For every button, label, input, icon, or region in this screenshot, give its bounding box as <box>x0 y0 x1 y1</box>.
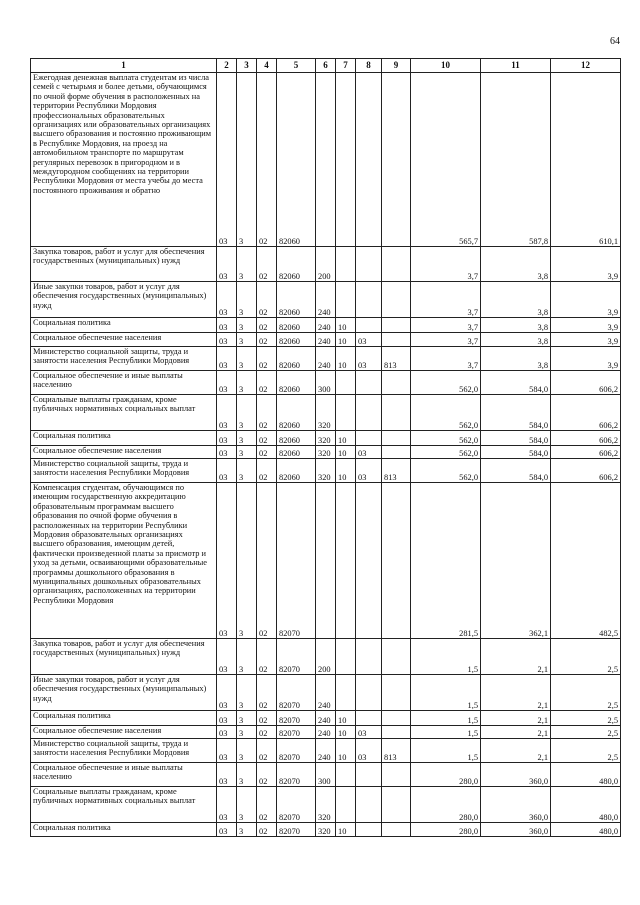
code-direction-cell: 82070 <box>277 639 316 675</box>
code-ministry-cell <box>382 395 411 431</box>
code-subprogram-cell: 3 <box>237 763 257 787</box>
code-expense-type-cell: 320 <box>316 395 336 431</box>
amount-year-3-cell: 2,5 <box>551 739 621 763</box>
amount-year-3-cell: 482,5 <box>551 483 621 639</box>
item-name-cell: Социальные выплаты гражданам, кроме публичных нормативных социальных выплат <box>31 787 217 823</box>
code-main-event-cell: 02 <box>257 675 277 711</box>
amount-year-2-cell: 3,8 <box>481 282 551 318</box>
code-subsection-cell <box>356 73 382 247</box>
amount-year-1-cell: 562,0 <box>411 431 481 446</box>
code-expense-type-cell: 320 <box>316 459 336 483</box>
code-subprogram-cell: 3 <box>237 639 257 675</box>
column-header: 1 <box>31 59 217 73</box>
column-header: 6 <box>316 59 336 73</box>
amount-year-3-cell: 2,5 <box>551 726 621 739</box>
amount-year-2-cell: 2,1 <box>481 639 551 675</box>
code-gp-cell: 03 <box>217 711 237 726</box>
code-expense-type-cell: 240 <box>316 711 336 726</box>
code-direction-cell: 82060 <box>277 318 316 333</box>
code-subsection-cell <box>356 282 382 318</box>
code-subsection-cell <box>356 639 382 675</box>
code-section-cell <box>336 73 356 247</box>
item-name-cell: Компенсация студентам, обучающимся по имеющим государственную аккредитацию образовательным программам высшего образования по очной форме обучения в расположенных на территории Республики Мордовия образовательных организациях высшего образования, имеющим детей, фактически произведенной платы за присмотр и уход за детьми, осваивающими образовательные программы дошкольного образования в муниципальных дошкольных образовательных организациях, расположенных на территории Республики Мордовия <box>31 483 217 639</box>
column-header: 9 <box>382 59 411 73</box>
column-header: 10 <box>411 59 481 73</box>
amount-year-3-cell: 480,0 <box>551 787 621 823</box>
amount-year-3-cell: 3,9 <box>551 333 621 347</box>
amount-year-1-cell: 1,5 <box>411 739 481 763</box>
code-subprogram-cell: 3 <box>237 73 257 247</box>
amount-year-3-cell: 2,5 <box>551 639 621 675</box>
code-ministry-cell <box>382 639 411 675</box>
code-subprogram-cell: 3 <box>237 247 257 282</box>
amount-year-1-cell: 280,0 <box>411 763 481 787</box>
table-row <box>31 347 621 371</box>
column-header: 3 <box>237 59 257 73</box>
code-subprogram-cell: 3 <box>237 459 257 483</box>
item-name-cell: Социальное обеспечение населения <box>31 446 217 459</box>
code-ministry-cell <box>382 711 411 726</box>
code-subsection-cell: 03 <box>356 739 382 763</box>
code-gp-cell: 03 <box>217 823 237 837</box>
code-main-event-cell: 02 <box>257 247 277 282</box>
code-expense-type-cell: 320 <box>316 431 336 446</box>
code-main-event-cell: 02 <box>257 395 277 431</box>
code-subsection-cell: 03 <box>356 446 382 459</box>
code-main-event-cell: 02 <box>257 347 277 371</box>
code-main-event-cell: 02 <box>257 73 277 247</box>
column-header: 7 <box>336 59 356 73</box>
amount-year-1-cell: 565,7 <box>411 73 481 247</box>
amount-year-3-cell: 480,0 <box>551 823 621 837</box>
code-main-event-cell: 02 <box>257 483 277 639</box>
code-main-event-cell: 02 <box>257 282 277 318</box>
amount-year-1-cell: 3,7 <box>411 247 481 282</box>
code-direction-cell: 82070 <box>277 739 316 763</box>
code-ministry-cell <box>382 823 411 837</box>
code-section-cell: 10 <box>336 318 356 333</box>
amount-year-2-cell: 584,0 <box>481 446 551 459</box>
code-subprogram-cell: 3 <box>237 395 257 431</box>
code-subsection-cell <box>356 675 382 711</box>
code-direction-cell: 82070 <box>277 675 316 711</box>
code-gp-cell: 03 <box>217 763 237 787</box>
code-section-cell <box>336 247 356 282</box>
code-section-cell <box>336 675 356 711</box>
column-header: 4 <box>257 59 277 73</box>
amount-year-1-cell: 3,7 <box>411 333 481 347</box>
amount-year-3-cell: 606,2 <box>551 446 621 459</box>
code-gp-cell: 03 <box>217 459 237 483</box>
amount-year-2-cell: 3,8 <box>481 247 551 282</box>
code-gp-cell: 03 <box>217 675 237 711</box>
code-direction-cell: 82060 <box>277 371 316 395</box>
amount-year-2-cell: 3,8 <box>481 347 551 371</box>
code-ministry-cell <box>382 675 411 711</box>
amount-year-2-cell: 584,0 <box>481 395 551 431</box>
item-name-cell: Социальная политика <box>31 318 217 333</box>
code-subsection-cell <box>356 787 382 823</box>
amount-year-3-cell: 606,2 <box>551 371 621 395</box>
budget-table <box>30 58 621 837</box>
item-name-cell: Социальные выплаты гражданам, кроме публичных нормативных социальных выплат <box>31 395 217 431</box>
code-ministry-cell <box>382 371 411 395</box>
code-subprogram-cell: 3 <box>237 711 257 726</box>
code-gp-cell: 03 <box>217 318 237 333</box>
item-name-cell: Социальное обеспечение и иные выплаты населению <box>31 763 217 787</box>
code-main-event-cell: 02 <box>257 446 277 459</box>
code-section-cell: 10 <box>336 459 356 483</box>
code-main-event-cell: 02 <box>257 739 277 763</box>
code-subsection-cell <box>356 247 382 282</box>
code-main-event-cell: 02 <box>257 318 277 333</box>
table-row <box>31 739 621 763</box>
amount-year-1-cell: 562,0 <box>411 446 481 459</box>
table-row <box>31 371 621 395</box>
code-subsection-cell <box>356 823 382 837</box>
code-expense-type-cell: 240 <box>316 675 336 711</box>
code-section-cell: 10 <box>336 739 356 763</box>
column-header: 12 <box>551 59 621 73</box>
code-direction-cell: 82060 <box>277 431 316 446</box>
code-subprogram-cell: 3 <box>237 675 257 711</box>
code-direction-cell: 82070 <box>277 787 316 823</box>
amount-year-3-cell: 610,1 <box>551 73 621 247</box>
amount-year-3-cell: 3,9 <box>551 247 621 282</box>
code-subsection-cell <box>356 763 382 787</box>
code-gp-cell: 03 <box>217 371 237 395</box>
table-row <box>31 282 621 318</box>
table-row <box>31 726 621 739</box>
code-expense-type-cell: 240 <box>316 726 336 739</box>
table-row <box>31 763 621 787</box>
code-direction-cell: 82060 <box>277 73 316 247</box>
table-row <box>31 787 621 823</box>
code-expense-type-cell <box>316 483 336 639</box>
item-name-cell: Министерство социальной защиты, труда и занятости населения Республики Мордовия <box>31 347 217 371</box>
amount-year-2-cell: 584,0 <box>481 459 551 483</box>
item-name-cell: Социальное обеспечение и иные выплаты населению <box>31 371 217 395</box>
table-row <box>31 823 621 837</box>
code-subprogram-cell: 3 <box>237 318 257 333</box>
code-section-cell <box>336 639 356 675</box>
code-expense-type-cell: 320 <box>316 787 336 823</box>
item-name-cell: Иные закупки товаров, работ и услуг для обеспечения государственных (муниципальных) нужд <box>31 282 217 318</box>
item-name-cell: Социальная политика <box>31 711 217 726</box>
code-expense-type-cell: 300 <box>316 763 336 787</box>
code-gp-cell: 03 <box>217 639 237 675</box>
item-name-cell: Министерство социальной защиты, труда и занятости населения Республики Мордовия <box>31 459 217 483</box>
code-subsection-cell: 03 <box>356 347 382 371</box>
code-gp-cell: 03 <box>217 739 237 763</box>
code-direction-cell: 82060 <box>277 247 316 282</box>
code-main-event-cell: 02 <box>257 371 277 395</box>
item-name-cell: Ежегодная денежная выплата студентам из числа семей с четырьмя и более детьми, обучающимся по очной форме обучения в расположенных на территории Республики Мордовия профессиональных образовательных организациях или образовательных организациях высшего образования и постоянно проживающим в Республике Мордовия, на проезд на автомобильном транспорте по маршрутам регулярных перевозок в пригородном и в междугородном сообщениях на территории Республики Мордовия от места учебы до места постоянного проживания и обратно <box>31 73 217 247</box>
code-gp-cell: 03 <box>217 282 237 318</box>
amount-year-3-cell: 606,2 <box>551 459 621 483</box>
code-ministry-cell <box>382 446 411 459</box>
amount-year-1-cell: 1,5 <box>411 711 481 726</box>
code-gp-cell: 03 <box>217 347 237 371</box>
code-subprogram-cell: 3 <box>237 787 257 823</box>
code-main-event-cell: 02 <box>257 726 277 739</box>
code-subprogram-cell: 3 <box>237 739 257 763</box>
code-direction-cell: 82060 <box>277 395 316 431</box>
code-subsection-cell: 03 <box>356 333 382 347</box>
code-ministry-cell <box>382 483 411 639</box>
amount-year-3-cell: 3,9 <box>551 347 621 371</box>
table-row <box>31 675 621 711</box>
amount-year-3-cell: 480,0 <box>551 763 621 787</box>
code-subprogram-cell: 3 <box>237 347 257 371</box>
code-gp-cell: 03 <box>217 73 237 247</box>
amount-year-2-cell: 2,1 <box>481 675 551 711</box>
code-ministry-cell <box>382 318 411 333</box>
amount-year-2-cell: 360,0 <box>481 787 551 823</box>
code-subsection-cell <box>356 318 382 333</box>
code-expense-type-cell: 240 <box>316 347 336 371</box>
item-name-cell: Иные закупки товаров, работ и услуг для обеспечения государственных (муниципальных) нужд <box>31 675 217 711</box>
code-direction-cell: 82060 <box>277 282 316 318</box>
code-gp-cell: 03 <box>217 726 237 739</box>
code-subsection-cell <box>356 371 382 395</box>
code-section-cell: 10 <box>336 823 356 837</box>
code-section-cell: 10 <box>336 726 356 739</box>
table-row <box>31 318 621 333</box>
code-direction-cell: 82070 <box>277 711 316 726</box>
amount-year-3-cell: 3,9 <box>551 282 621 318</box>
code-direction-cell: 82060 <box>277 459 316 483</box>
item-name-cell: Социальная политика <box>31 823 217 837</box>
code-section-cell <box>336 763 356 787</box>
code-expense-type-cell: 240 <box>316 333 336 347</box>
code-ministry-cell <box>382 282 411 318</box>
table-row <box>31 247 621 282</box>
amount-year-2-cell: 360,0 <box>481 823 551 837</box>
amount-year-2-cell: 584,0 <box>481 371 551 395</box>
code-expense-type-cell: 320 <box>316 446 336 459</box>
code-section-cell <box>336 395 356 431</box>
table-row <box>31 446 621 459</box>
amount-year-1-cell: 1,5 <box>411 726 481 739</box>
amount-year-3-cell: 2,5 <box>551 711 621 726</box>
code-ministry-cell <box>382 431 411 446</box>
item-name-cell: Министерство социальной защиты, труда и занятости населения Республики Мордовия <box>31 739 217 763</box>
code-ministry-cell: 813 <box>382 739 411 763</box>
page-number: 64 <box>610 36 620 47</box>
code-ministry-cell <box>382 726 411 739</box>
column-header: 8 <box>356 59 382 73</box>
code-main-event-cell: 02 <box>257 431 277 446</box>
code-gp-cell: 03 <box>217 431 237 446</box>
code-expense-type-cell: 240 <box>316 318 336 333</box>
code-subprogram-cell: 3 <box>237 446 257 459</box>
code-section-cell: 10 <box>336 347 356 371</box>
table-row <box>31 459 621 483</box>
amount-year-1-cell: 562,0 <box>411 395 481 431</box>
code-expense-type-cell: 240 <box>316 739 336 763</box>
code-direction-cell: 82070 <box>277 763 316 787</box>
table-row <box>31 711 621 726</box>
code-direction-cell: 82070 <box>277 823 316 837</box>
amount-year-2-cell: 584,0 <box>481 431 551 446</box>
amount-year-1-cell: 1,5 <box>411 639 481 675</box>
amount-year-2-cell: 2,1 <box>481 739 551 763</box>
column-header: 2 <box>217 59 237 73</box>
amount-year-2-cell: 362,1 <box>481 483 551 639</box>
code-ministry-cell <box>382 333 411 347</box>
item-name-cell: Социальное обеспечение населения <box>31 726 217 739</box>
code-section-cell: 10 <box>336 711 356 726</box>
amount-year-1-cell: 280,0 <box>411 823 481 837</box>
amount-year-3-cell: 3,9 <box>551 318 621 333</box>
code-ministry-cell: 813 <box>382 347 411 371</box>
code-subprogram-cell: 3 <box>237 483 257 639</box>
table-row <box>31 431 621 446</box>
amount-year-1-cell: 3,7 <box>411 282 481 318</box>
amount-year-2-cell: 3,8 <box>481 318 551 333</box>
code-direction-cell: 82070 <box>277 483 316 639</box>
amount-year-2-cell: 2,1 <box>481 711 551 726</box>
code-main-event-cell: 02 <box>257 459 277 483</box>
column-header: 5 <box>277 59 316 73</box>
amount-year-2-cell: 587,8 <box>481 73 551 247</box>
item-name-cell: Социальная политика <box>31 431 217 446</box>
code-main-event-cell: 02 <box>257 333 277 347</box>
item-name-cell: Закупка товаров, работ и услуг для обеспечения государственных (муниципальных) нужд <box>31 639 217 675</box>
table-row <box>31 395 621 431</box>
code-direction-cell: 82060 <box>277 347 316 371</box>
code-main-event-cell: 02 <box>257 639 277 675</box>
code-subsection-cell <box>356 395 382 431</box>
code-expense-type-cell: 200 <box>316 639 336 675</box>
amount-year-1-cell: 3,7 <box>411 318 481 333</box>
code-gp-cell: 03 <box>217 787 237 823</box>
table-row <box>31 639 621 675</box>
code-subprogram-cell: 3 <box>237 282 257 318</box>
code-gp-cell: 03 <box>217 333 237 347</box>
code-ministry-cell <box>382 787 411 823</box>
amount-year-1-cell: 1,5 <box>411 675 481 711</box>
code-main-event-cell: 02 <box>257 787 277 823</box>
code-main-event-cell: 02 <box>257 823 277 837</box>
code-gp-cell: 03 <box>217 395 237 431</box>
table-header-row <box>31 59 621 73</box>
code-direction-cell: 82060 <box>277 333 316 347</box>
code-direction-cell: 82070 <box>277 726 316 739</box>
code-section-cell <box>336 787 356 823</box>
amount-year-1-cell: 281,5 <box>411 483 481 639</box>
amount-year-2-cell: 3,8 <box>481 333 551 347</box>
code-subsection-cell <box>356 431 382 446</box>
code-section-cell <box>336 371 356 395</box>
code-section-cell: 10 <box>336 333 356 347</box>
code-gp-cell: 03 <box>217 446 237 459</box>
code-section-cell: 10 <box>336 431 356 446</box>
code-gp-cell: 03 <box>217 483 237 639</box>
code-expense-type-cell: 320 <box>316 823 336 837</box>
amount-year-1-cell: 562,0 <box>411 371 481 395</box>
code-subprogram-cell: 3 <box>237 823 257 837</box>
code-main-event-cell: 02 <box>257 763 277 787</box>
code-section-cell: 10 <box>336 446 356 459</box>
table-row <box>31 73 621 247</box>
code-ministry-cell <box>382 247 411 282</box>
code-subsection-cell: 03 <box>356 459 382 483</box>
column-header: 11 <box>481 59 551 73</box>
code-ministry-cell <box>382 763 411 787</box>
table-row <box>31 483 621 639</box>
code-section-cell <box>336 282 356 318</box>
amount-year-1-cell: 280,0 <box>411 787 481 823</box>
code-direction-cell: 82060 <box>277 446 316 459</box>
amount-year-2-cell: 360,0 <box>481 763 551 787</box>
code-subprogram-cell: 3 <box>237 333 257 347</box>
code-expense-type-cell: 300 <box>316 371 336 395</box>
item-name-cell: Закупка товаров, работ и услуг для обеспечения государственных (муниципальных) нужд <box>31 247 217 282</box>
table-row <box>31 333 621 347</box>
amount-year-3-cell: 606,2 <box>551 395 621 431</box>
amount-year-1-cell: 562,0 <box>411 459 481 483</box>
code-section-cell <box>336 483 356 639</box>
code-subprogram-cell: 3 <box>237 431 257 446</box>
code-subsection-cell <box>356 483 382 639</box>
code-subprogram-cell: 3 <box>237 726 257 739</box>
amount-year-1-cell: 3,7 <box>411 347 481 371</box>
code-gp-cell: 03 <box>217 247 237 282</box>
code-subprogram-cell: 3 <box>237 371 257 395</box>
code-ministry-cell <box>382 73 411 247</box>
code-subsection-cell <box>356 711 382 726</box>
code-expense-type-cell <box>316 73 336 247</box>
code-expense-type-cell: 240 <box>316 282 336 318</box>
code-subsection-cell: 03 <box>356 726 382 739</box>
item-name-cell: Социальное обеспечение населения <box>31 333 217 347</box>
amount-year-2-cell: 2,1 <box>481 726 551 739</box>
amount-year-3-cell: 2,5 <box>551 675 621 711</box>
amount-year-3-cell: 606,2 <box>551 431 621 446</box>
code-expense-type-cell: 200 <box>316 247 336 282</box>
code-ministry-cell: 813 <box>382 459 411 483</box>
code-main-event-cell: 02 <box>257 711 277 726</box>
